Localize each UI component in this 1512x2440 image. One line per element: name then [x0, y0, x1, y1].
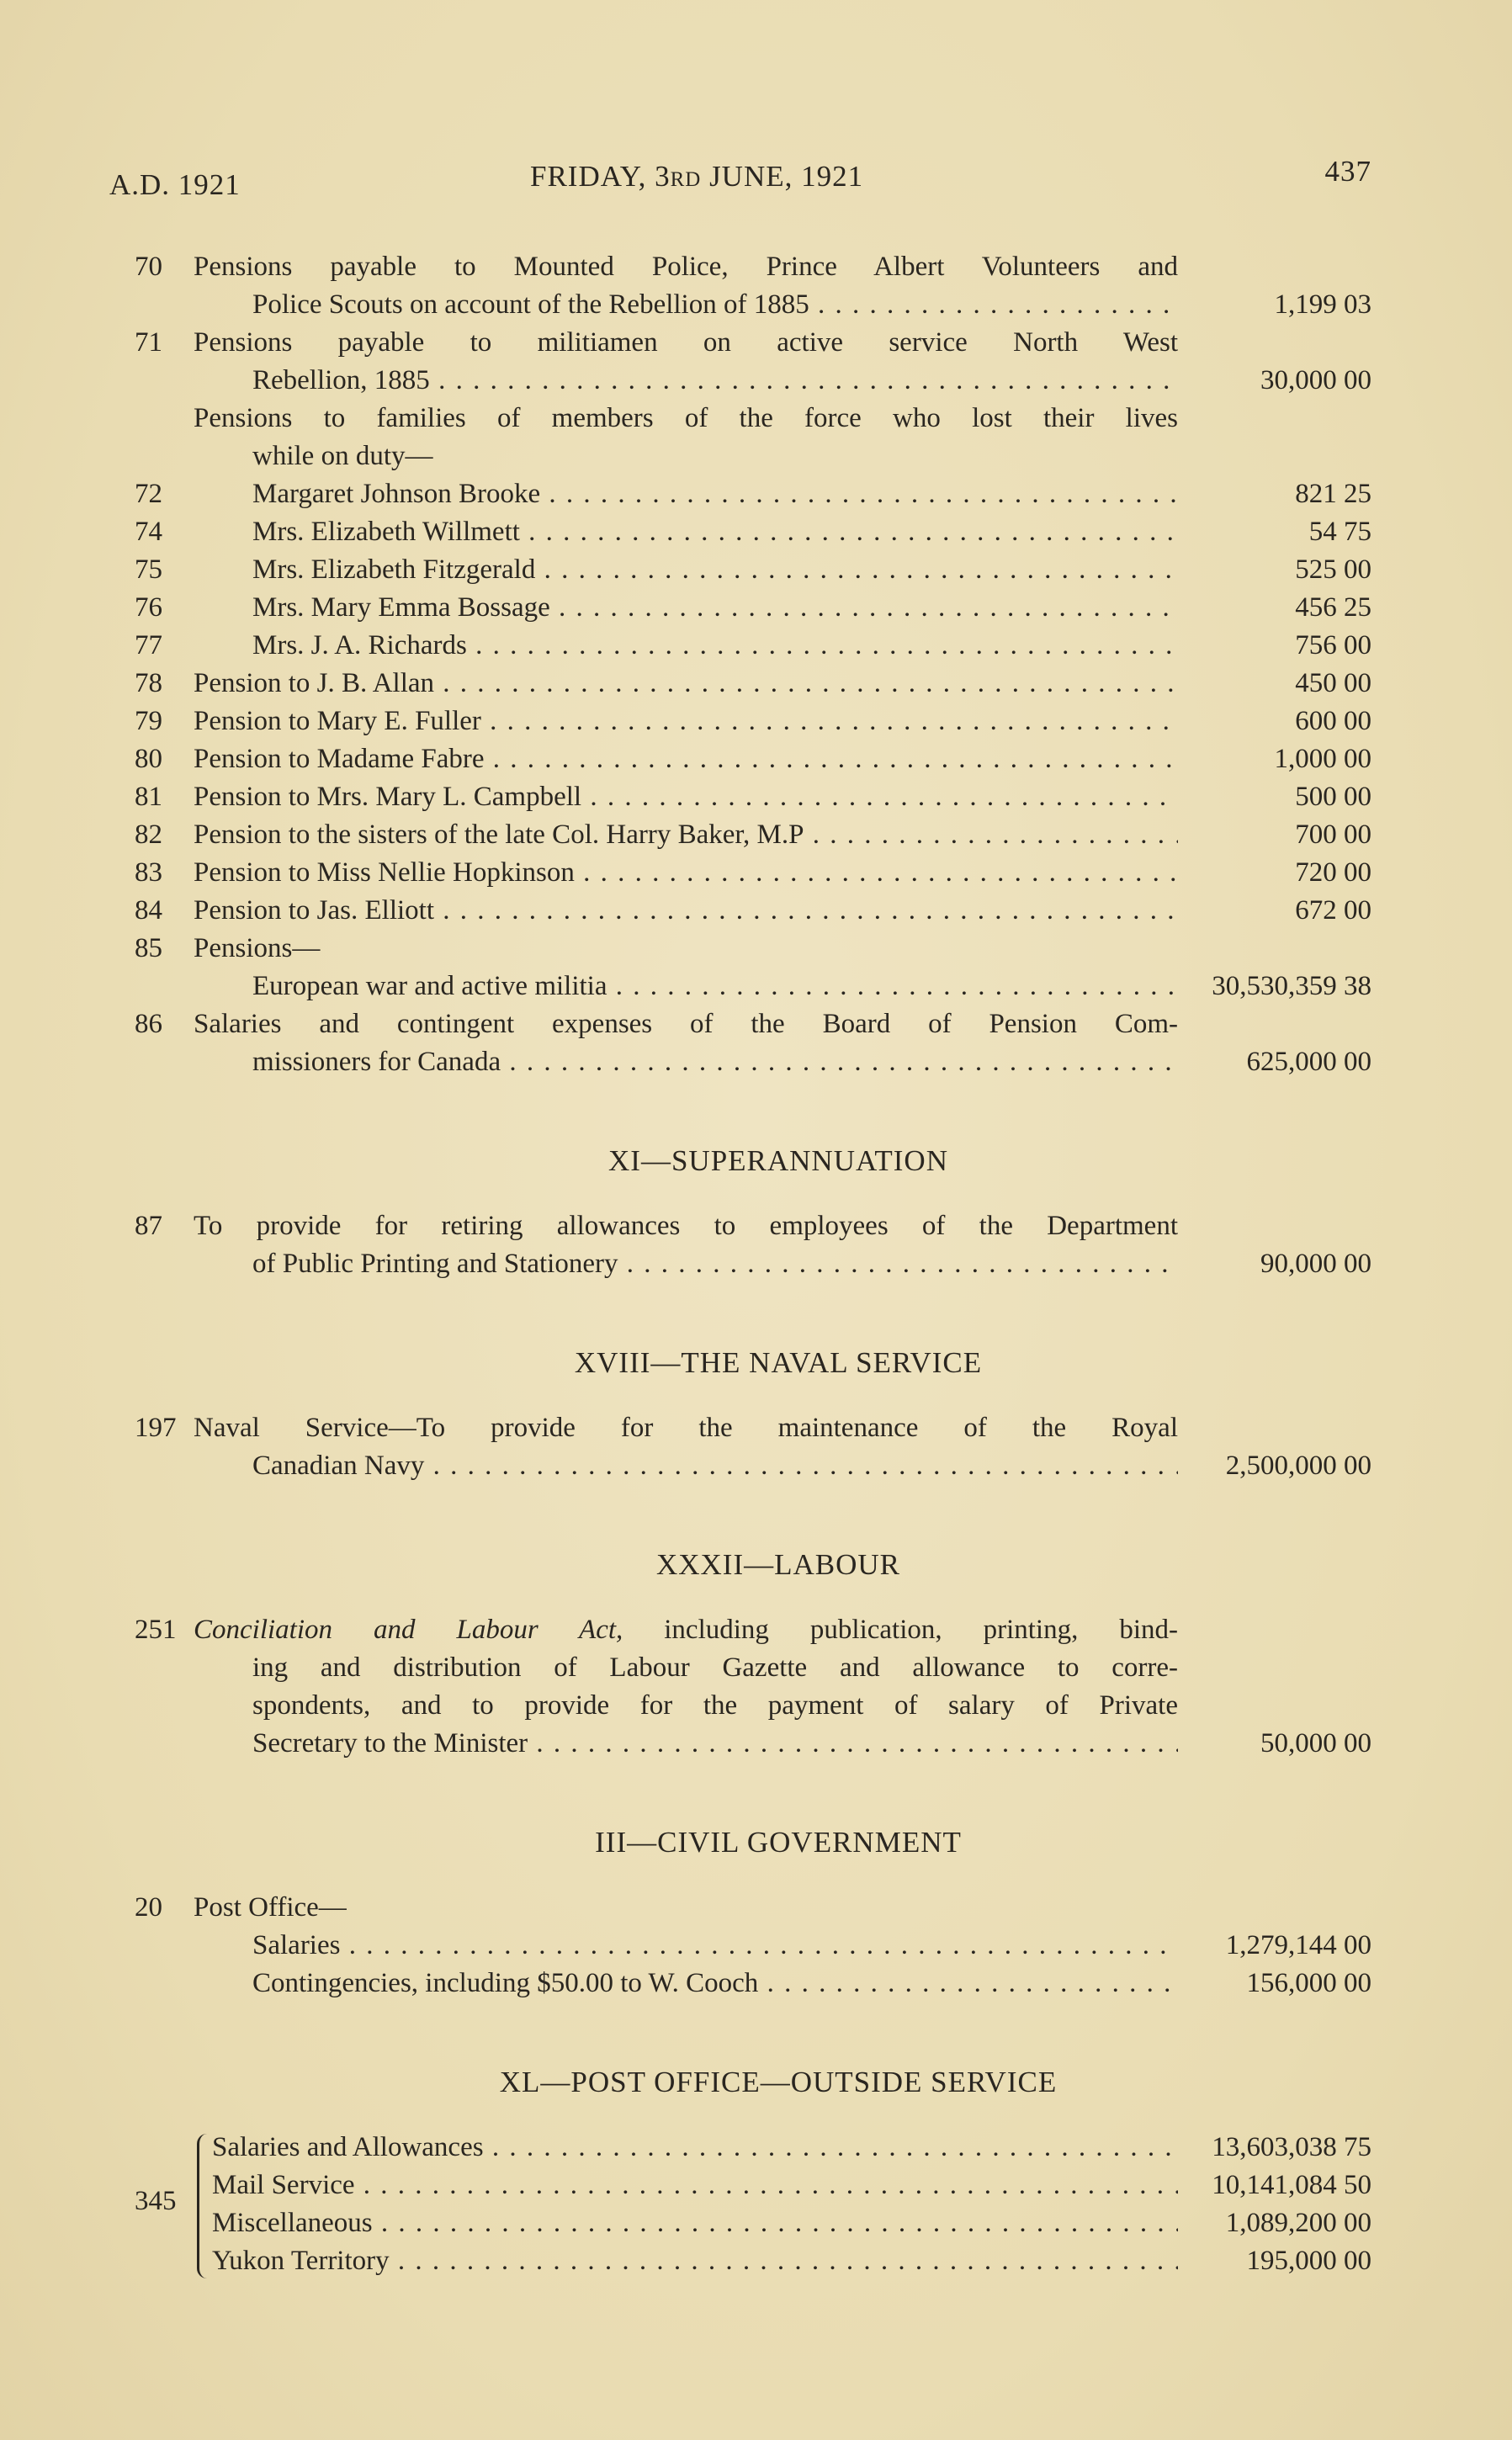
entry-number: 74: [135, 517, 162, 547]
entry-251-line3: spondents, and to provide for the payment of salary of Private: [252, 1690, 1178, 1721]
entry-85-line1: 85 Pensions—: [135, 933, 321, 963]
page-header: [109, 155, 1371, 202]
section-naval-title: XVIII—THE NAVAL SERVICE: [574, 1346, 983, 1379]
entry-amount: 1,279,144 00: [1225, 1930, 1371, 1960]
entry-197-line2: Canadian Navy . . . 2,500,000 00: [135, 1447, 1371, 1485]
entry-amount: 672 00: [1295, 895, 1371, 926]
entry-amount: 54 75: [1308, 517, 1371, 547]
entry-number: 75: [135, 554, 162, 585]
civil-item-1: [135, 1965, 1371, 2002]
entry-text: Mrs. Elizabeth Fitzgerald . . .: [252, 551, 1178, 589]
section-labour-title: XXXII—LABOUR: [655, 1548, 901, 1581]
entry-number: 78: [135, 668, 162, 698]
section-post-office-title: XL—POST OFFICE—OUTSIDE SERVICE: [499, 2066, 1058, 2098]
entry-number: 79: [135, 706, 162, 736]
families-heading-line1: Pensions to families of members of the force who lost their lives: [194, 403, 1178, 433]
entry-77: [135, 627, 1371, 665]
civil-items-list: [135, 1927, 1371, 2002]
entry-71-line1: 71 Pensions payable to militiamen on active service North West: [135, 327, 1178, 358]
entry-76: [135, 589, 1371, 627]
header-date: FRIDAY, 3RD JUNE, 1921: [530, 160, 864, 193]
entry-number: 80: [135, 744, 162, 774]
entry-86-line1: 86 Salaries and contingent expenses of the Board of Pension Com-: [135, 1009, 1178, 1039]
entry-amount: 720 00: [1295, 857, 1371, 888]
entry-text: Pension to Madame Fabre . . .: [194, 740, 1178, 778]
entry-81: [135, 778, 1371, 816]
entry-text: Mrs. J. A. Richards . . .: [252, 627, 1178, 665]
entry-amount: 1,089,200 00: [1225, 2208, 1371, 2238]
entry-text: Salaries . . .: [252, 1927, 1178, 1965]
entry-text: Contingencies, including $50.00 to W. Cooch . . .: [252, 1965, 1178, 2002]
entry-87-line2: of Public Printing and Stationery . . . 90,000 00: [135, 1245, 1371, 1283]
entry-amount: 10,141,084 50: [1212, 2170, 1371, 2200]
post-office-item-2: [135, 2204, 1371, 2242]
entry-number: 72: [135, 479, 162, 509]
post-office-item-1: [135, 2167, 1371, 2204]
entry-number: 76: [135, 592, 162, 623]
entry-amount: 450 00: [1295, 668, 1371, 698]
entry-amount: 500 00: [1295, 782, 1371, 812]
entry-amount: 156,000 00: [1246, 1968, 1371, 1998]
entry-251-line4: Secretary to the Minister . . . 50,000 00: [135, 1725, 1371, 1763]
entry-78: [135, 665, 1371, 703]
entry-text: Mrs. Elizabeth Willmett . . .: [252, 513, 1178, 551]
entry-345-number: 345: [135, 2186, 177, 2216]
entry-text: Miscellaneous . . .: [212, 2204, 1178, 2242]
entry-86-line2: missioners for Canada . . . 625,000 00: [135, 1043, 1371, 1081]
entry-87-line1: 87 To provide for retiring allowances to employees of the Department: [135, 1211, 1178, 1241]
pension-items-list: [135, 475, 1371, 930]
entry-amount: 700 00: [1295, 820, 1371, 850]
entry-number: 84: [135, 895, 162, 926]
entry-text: Pension to Jas. Elliott . . .: [194, 892, 1178, 930]
post-office-item-3: [135, 2242, 1371, 2280]
entry-251-line1: 251 Conciliation and Labour Act, including publication, printing, bind-: [135, 1615, 1178, 1645]
page-number: 437: [1324, 155, 1371, 188]
entry-amount: 195,000 00: [1246, 2246, 1371, 2276]
entry-text: Pension to Miss Nellie Hopkinson . . .: [194, 854, 1178, 892]
entry-345-block: [135, 2129, 1371, 2280]
entry-text: Mrs. Mary Emma Bossage . . .: [252, 589, 1178, 627]
document-body: [135, 248, 1371, 2280]
header-year: A.D. 1921: [109, 168, 241, 201]
section-civil-government-title: III—CIVIL GOVERNMENT: [595, 1826, 962, 1859]
entry-amount: 525 00: [1295, 554, 1371, 585]
entry-80: [135, 740, 1371, 778]
entry-number: 77: [135, 630, 162, 660]
entry-text: Pension to Mary E. Fuller . . .: [194, 703, 1178, 740]
civil-item-0: [135, 1927, 1371, 1965]
entry-amount: 600 00: [1295, 706, 1371, 736]
entry-number: 82: [135, 820, 162, 850]
entry-70-line1: 70 Pensions payable to Mounted Police, Prince Albert Volunteers and: [135, 252, 1178, 282]
entry-70-line2: Police Scouts on account of the Rebellion of 1885 . . . 1,199 03: [135, 286, 1371, 324]
entry-251-line2: ing and distribution of Labour Gazette and allowance to corre-: [252, 1652, 1178, 1683]
entry-amount: 456 25: [1295, 592, 1371, 623]
entry-text: Mail Service . . .: [212, 2167, 1178, 2204]
entry-text: Pension to the sisters of the late Col. Harry Baker, M.P . . .: [194, 816, 1178, 854]
entry-text: Yukon Territory . . .: [212, 2242, 1178, 2280]
entry-85-line2: European war and active militia . . . 30,530,359 38: [135, 968, 1371, 1005]
section-superannuation-title: XI—SUPERANNUATION: [608, 1144, 948, 1177]
entry-84: [135, 892, 1371, 930]
entry-amount: 13,603,038 75: [1212, 2132, 1371, 2162]
entry-75: [135, 551, 1371, 589]
entry-83: [135, 854, 1371, 892]
entry-82: [135, 816, 1371, 854]
entry-number: 83: [135, 857, 162, 888]
post-office-items-list: [135, 2129, 1371, 2280]
entry-amount: 821 25: [1295, 479, 1371, 509]
entry-79: [135, 703, 1371, 740]
entry-197-line1: 197 Naval Service—To provide for the maintenance of the Royal: [135, 1413, 1178, 1443]
entry-number: 81: [135, 782, 162, 812]
entry-amount: 756 00: [1295, 630, 1371, 660]
post-office-item-0: [135, 2129, 1371, 2167]
entry-text: Pension to Mrs. Mary L. Campbell . . .: [194, 778, 1178, 816]
entry-72: [135, 475, 1371, 513]
entry-text: Salaries and Allowances . . .: [212, 2129, 1178, 2167]
families-heading-line2: while on duty—: [252, 441, 433, 471]
entry-text: Pension to J. B. Allan . . .: [194, 665, 1178, 703]
entry-71-line2: Rebellion, 1885 . . . 30,000 00: [135, 362, 1371, 400]
entry-20-line1: 20 Post Office—: [135, 1892, 347, 1923]
entry-74: [135, 513, 1371, 551]
entry-amount: 1,000 00: [1274, 744, 1371, 774]
entry-text: Margaret Johnson Brooke . . .: [252, 475, 1178, 513]
